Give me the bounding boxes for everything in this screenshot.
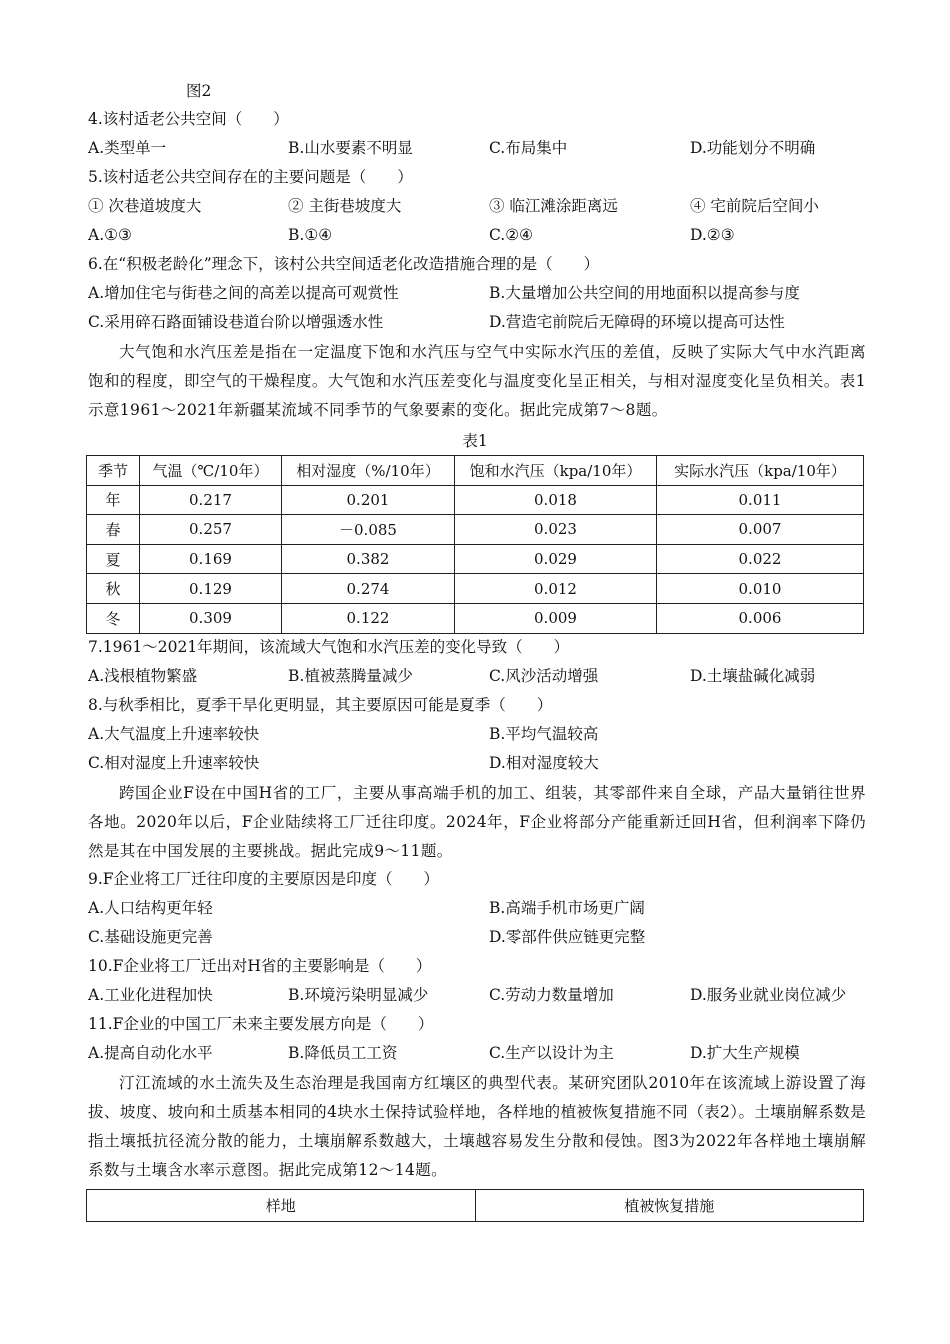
table-cell: 0.023	[455, 515, 657, 545]
q7-option-b[interactable]: B.植被蒸腾量减少	[288, 667, 413, 685]
table-cell: 0.029	[455, 544, 657, 574]
q5-item-1: ① 次巷道坡度大	[88, 197, 202, 215]
question-8-stem: 8.与秋季相比，夏季干旱化更明显，其主要原因可能是夏季（ ）	[88, 696, 553, 714]
table-row	[87, 485, 864, 515]
table-cell: 0.011	[657, 485, 864, 515]
q10-option-c[interactable]: C.劳动力数量增加	[489, 986, 614, 1004]
table-cell: 0.018	[455, 485, 657, 515]
question-6-stem: 6.在“积极老龄化”理念下，该村公共空间适老化改造措施合理的是（ ）	[88, 255, 600, 273]
question-7-stem: 7.1961～2021年期间，该流域大气饱和水汽压差的变化导致（ ）	[88, 638, 570, 656]
table-cell: 0.012	[455, 574, 657, 604]
q5-item-3: ③ 临江滩涂距离远	[489, 197, 618, 215]
q10-option-a[interactable]: A.工业化进程加快	[88, 986, 213, 1004]
q4-option-b[interactable]: B.山水要素不明显	[288, 139, 413, 157]
question-11-stem: 11.F企业的中国工厂未来主要发展方向是（ ）	[88, 1015, 434, 1033]
header-humidity: 相对湿度（%/10年）	[282, 456, 455, 486]
q9-option-d[interactable]: D.零部件供应链更完整	[489, 928, 646, 946]
q11-option-d[interactable]: D.扩大生产规模	[690, 1044, 800, 1062]
table-2	[86, 1189, 864, 1222]
q5-option-c[interactable]: C.②④	[489, 226, 534, 244]
table-cell: 0.274	[282, 574, 455, 604]
q5-option-a[interactable]: A.①③	[88, 226, 132, 244]
q6-option-a[interactable]: A.增加住宅与街巷之间的高差以提高可观赏性	[88, 284, 399, 302]
q11-option-c[interactable]: C.生产以设计为主	[489, 1044, 614, 1062]
table-row	[87, 515, 864, 545]
q10-option-d[interactable]: D.服务业就业岗位减少	[690, 986, 847, 1004]
table-cell: 0.201	[282, 485, 455, 515]
q8-option-a[interactable]: A.大气温度上升速率较快	[88, 725, 260, 743]
q6-option-c[interactable]: C.采用碎石路面铺设巷道台阶以增强透水性	[88, 313, 384, 331]
passage-company-f: 跨国企业F设在中国H省的工厂，主要从事高端手机的加工、组装，其零部件来自全球，产品大量销往世界各地。2020年以后，F企业陆续将工厂迁往印度。2024年，F企业将部分产能重新迁回H省，但利润率下降仍然是其在中国发展的主要挑战。据此完成9～11题。	[88, 784, 866, 860]
table-cell: 冬	[87, 603, 140, 633]
passage-vapor-pressure: 大气饱和水汽压差是指在一定温度下饱和水汽压与空气中实际水汽压的差值，反映了实际大气中水汽距离饱和的程度，即空气的干燥程度。大气饱和水汽压差变化与温度变化呈正相关，与相对湿度变化呈负相关。表1示意1961～2021年新疆某流域不同季节的气象要素的变化。据此完成第7～8题。	[88, 343, 866, 419]
table-cell: 0.309	[140, 603, 282, 633]
header-saturation-pressure: 饱和水汽压（kpa/10年）	[455, 456, 657, 486]
q4-option-a[interactable]: A.类型单一	[88, 139, 167, 157]
question-10-stem: 10.F企业将工厂迁出对H省的主要影响是（ ）	[88, 957, 432, 975]
question-9-stem: 9.F企业将工厂迁往印度的主要原因是印度（ ）	[88, 870, 440, 888]
q4-option-c[interactable]: C.布局集中	[489, 139, 568, 157]
q9-option-c[interactable]: C.基础设施更完善	[88, 928, 213, 946]
table-cell: 0.122	[282, 603, 455, 633]
table-cell: 0.129	[140, 574, 282, 604]
table-1-caption: 表1	[462, 432, 488, 450]
q9-option-b[interactable]: B.高端手机市场更广阔	[489, 899, 645, 917]
q7-option-d[interactable]: D.土壤盐碱化减弱	[690, 667, 816, 685]
table-header-row	[87, 456, 864, 486]
table-row	[87, 574, 864, 604]
table-cell: 夏	[87, 544, 140, 574]
table-cell: 0.010	[657, 574, 864, 604]
question-4-stem: 4.该村适老公共空间（ ）	[88, 110, 289, 128]
table-1	[86, 455, 864, 634]
q5-item-2: ② 主街巷坡度大	[288, 197, 402, 215]
table-row	[87, 544, 864, 574]
q5-item-4: ④ 宅前院后空间小	[690, 197, 819, 215]
table-cell: 秋	[87, 574, 140, 604]
q10-option-b[interactable]: B.环境污染明显减少	[288, 986, 429, 1004]
table-cell: 0.382	[282, 544, 455, 574]
table-cell: 0.169	[140, 544, 282, 574]
q6-option-d[interactable]: D.营造宅前院后无障碍的环境以提高可达性	[489, 313, 785, 331]
table-cell: 0.022	[657, 544, 864, 574]
q8-option-b[interactable]: B.平均气温较高	[489, 725, 599, 743]
header-plot: 样地	[87, 1190, 476, 1222]
header-temperature: 气温（℃/10年）	[140, 456, 282, 486]
table-cell: 春	[87, 515, 140, 545]
q5-option-d[interactable]: D.②③	[690, 226, 735, 244]
header-vegetation-measure: 植被恢复措施	[475, 1190, 864, 1222]
q11-option-b[interactable]: B.降低员工工资	[288, 1044, 398, 1062]
passage-tingjiang: 汀江流域的水土流失及生态治理是我国南方红壤区的典型代表。某研究团队2010年在该流域上游设置了海拔、坡度、坡向和土质基本相同的4块水土保持试验样地，各样地的植被恢复措施不同（表2）。土壤崩解系数是指土壤抵抗径流分散的能力，土壤崩解系数越大，土壤越容易发生分散和侵蚀。图3为2022年各样地土壤崩解系数与土壤含水率示意图。据此完成第12～14题。	[88, 1074, 866, 1179]
table-header-row	[87, 1190, 864, 1222]
table-cell: 0.009	[455, 603, 657, 633]
q6-option-b[interactable]: B.大量增加公共空间的用地面积以提高参与度	[489, 284, 800, 302]
q8-option-c[interactable]: C.相对湿度上升速率较快	[88, 754, 260, 772]
table-cell: 0.217	[140, 485, 282, 515]
table-cell: 0.257	[140, 515, 282, 545]
table-cell: 0.006	[657, 603, 864, 633]
table-cell: 0.007	[657, 515, 864, 545]
header-actual-pressure: 实际水汽压（kpa/10年）	[657, 456, 864, 486]
figure-2-caption: 图2	[186, 82, 212, 100]
table-row	[87, 603, 864, 633]
table-cell: －0.085	[282, 515, 455, 545]
q8-option-d[interactable]: D.相对湿度较大	[489, 754, 599, 772]
q7-option-a[interactable]: A.浅根植物繁盛	[88, 667, 198, 685]
q11-option-a[interactable]: A.提高自动化水平	[88, 1044, 213, 1062]
q9-option-a[interactable]: A.人口结构更年轻	[88, 899, 213, 917]
header-season: 季节	[87, 456, 140, 486]
table-cell: 年	[87, 485, 140, 515]
q5-option-b[interactable]: B.①④	[288, 226, 333, 244]
question-5-stem: 5.该村适老公共空间存在的主要问题是（ ）	[88, 168, 413, 186]
q4-option-d[interactable]: D.功能划分不明确	[690, 139, 816, 157]
q7-option-c[interactable]: C.风沙活动增强	[489, 667, 599, 685]
